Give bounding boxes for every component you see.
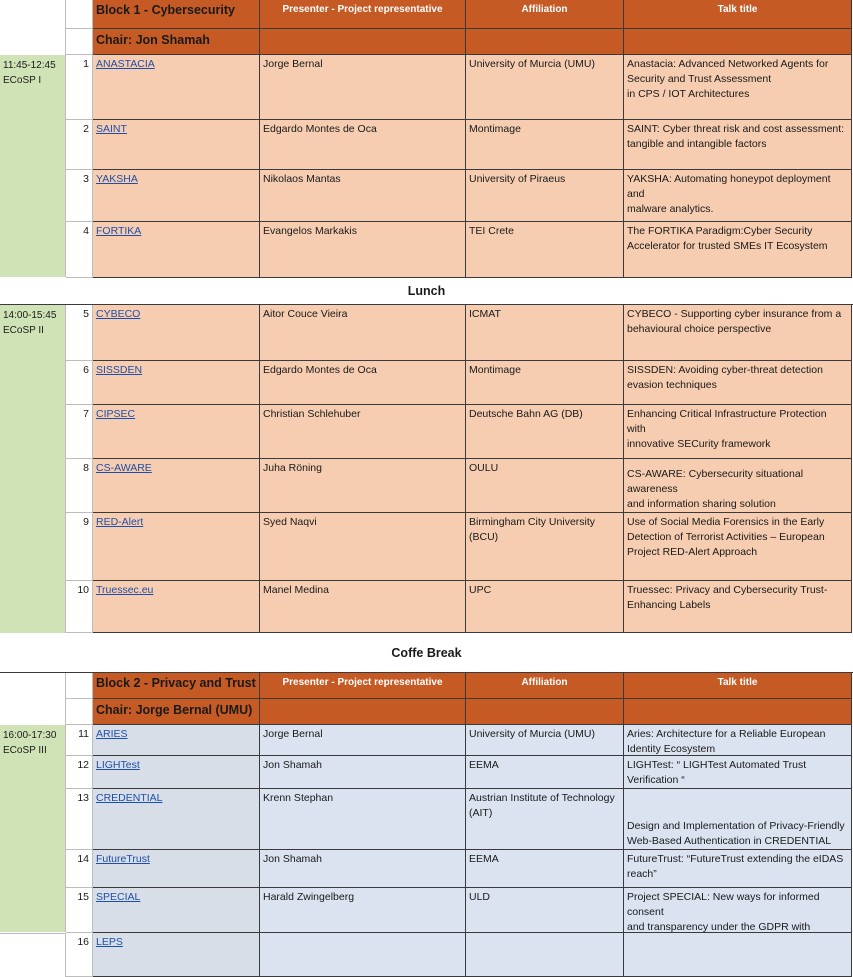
presenter-cell[interactable]: Aitor Couce Vieira [260,305,466,361]
project-cell[interactable] [93,305,260,361]
talk-line: CYBECO - Supporting cyber insurance from a [627,308,842,320]
talk-line: Accelerator for trusted SMEs IT Ecosystem [627,240,828,252]
talk-cell[interactable] [624,361,852,405]
presenter-cell[interactable]: Jon Shamah [260,756,466,789]
project-link[interactable]: SPECIAL [96,891,141,903]
presenter-cell[interactable]: Christian Schlehuber [260,405,466,459]
talk-cell[interactable] [624,459,852,513]
project-cell[interactable] [93,933,260,977]
project-cell[interactable] [93,789,260,850]
project-cell[interactable] [93,850,260,888]
talk-cell[interactable] [624,222,852,278]
presenter-cell[interactable]: Jorge Bernal [260,55,466,120]
session-name: ECoSP II [3,325,44,336]
session-name: ECoSP I [3,75,42,86]
table-row [0,222,853,278]
cell[interactable] [624,699,852,725]
row-number: 6 [66,361,93,405]
project-link[interactable]: CS-AWARE [96,462,152,474]
talk-cell[interactable] [624,120,852,170]
talk-line: and information sharing solution [627,498,776,510]
project-cell[interactable] [93,888,260,933]
block1-header-row [0,0,853,29]
cell[interactable] [66,29,93,55]
row-number: 14 [66,850,93,888]
row-number: 15 [66,888,93,933]
talk-line: Enhancing Labels [627,599,711,611]
affiliation-cell[interactable]: Birmingham City University (BCU) [466,513,624,581]
talk-line: in CPS / IOT Architectures [627,88,750,100]
talk-line: Aries: Architecture for a Reliable European [627,728,826,740]
table-row [0,756,853,789]
talk-cell[interactable] [624,55,852,120]
table-row [0,405,853,459]
affiliation-cell[interactable]: OULU [466,459,624,513]
talk-line: Verification “ [627,774,685,786]
table-row [0,55,853,120]
cell[interactable] [0,29,66,55]
presenter-cell[interactable]: Jorge Bernal [260,725,466,756]
talk-line: Design and Implementation of Privacy-Friendly [627,820,845,832]
project-cell[interactable] [93,756,260,789]
talk-line: Security and Trust Assessment [627,73,772,85]
talk-line: Truessec: Privacy and Cybersecurity Trust- [627,584,828,596]
talk-line: Anastacia: Advanced Networked Agents for [627,58,829,70]
talk-cell[interactable] [624,305,852,361]
presenter-cell[interactable]: Krenn Stephan [260,789,466,850]
talk-line: malware analytics. [627,203,714,215]
project-link[interactable]: ARIES [96,728,128,740]
project-link[interactable]: SISSDEN [96,364,143,376]
affiliation-cell[interactable]: EEMA [466,850,624,888]
talk-cell[interactable] [624,513,852,581]
talk-cell[interactable] [624,170,852,222]
affiliation-cell[interactable] [466,933,624,977]
table-row [0,850,853,888]
talk-line: Project RED-Alert Approach [627,546,758,558]
talk-line: behavioural choice perspective [627,323,772,335]
presenter-cell[interactable]: Manel Medina [260,581,466,633]
project-link[interactable]: Truessec.eu [96,584,154,596]
table-row [0,888,853,933]
affiliation-cell[interactable]: ULD [466,888,624,933]
row-number: 9 [66,513,93,581]
affiliation-cell[interactable]: EEMA [466,756,624,789]
affiliation-cell[interactable]: University of Piraeus [466,170,624,222]
project-cell[interactable] [93,581,260,633]
table-row [0,305,853,361]
affiliation-cell[interactable]: Deutsche Bahn AG (DB) [466,405,624,459]
talk-cell[interactable] [624,756,852,789]
talk-line: The FORTIKA Paradigm:Cyber Security [627,225,813,237]
project-cell[interactable] [93,361,260,405]
project-cell[interactable] [93,405,260,459]
affiliation-cell[interactable] [466,789,624,850]
chair-label[interactable]: Chair: Jon Shamah [93,29,260,55]
table-row [0,361,853,405]
project-link[interactable]: RED-Alert [96,516,144,528]
project-cell[interactable] [93,120,260,170]
talk-cell[interactable] [624,789,852,850]
project-cell[interactable] [93,725,260,756]
talk-line: Detection of Terrorist Activities – European [627,531,825,543]
talk-cell[interactable] [624,888,852,933]
presenter-header[interactable]: Presenter - Project representative [260,673,466,699]
presenter-cell[interactable]: Edgardo Montes de Oca [260,361,466,405]
talk-line: Identity Ecosystem [627,743,716,755]
presenter-cell[interactable]: Edgardo Montes de Oca [260,120,466,170]
talk-line: Web-Based Authentication in CREDENTIAL [627,835,832,847]
row-number: 2 [66,120,93,170]
project-link[interactable]: YAKSHA [96,173,138,185]
affiliation-cell[interactable]: University of Murcia (UMU) [466,725,624,756]
presenter-cell[interactable] [260,933,466,977]
block1-chair-row [0,29,853,55]
project-link[interactable]: CIPSEC [96,408,136,420]
presenter-cell[interactable]: Syed Naqvi [260,513,466,581]
row-number: 12 [66,756,93,789]
chair-label[interactable]: Chair: Jorge Bernal (UMU) [93,699,260,725]
block-title[interactable]: Block 2 - Privacy and Trust [93,673,260,699]
affiliation-line: Austrian Institute of Technology [469,792,615,804]
presenter-cell[interactable]: Jon Shamah [260,850,466,888]
row-number: 8 [66,459,93,513]
cell[interactable] [466,29,624,55]
talk-cell[interactable] [624,850,852,888]
presenter-cell[interactable]: Juha Röning [260,459,466,513]
talk-cell[interactable] [624,405,852,459]
row-number: 1 [66,55,93,120]
row-number: 16 [66,933,93,977]
lunch-break-row[interactable]: Lunch [0,278,853,305]
talk-line: Enhancing Critical Infrastructure Protection with [627,408,827,435]
block2-header-row [0,673,853,699]
talk-cell[interactable] [624,581,852,633]
presenter-header[interactable]: Presenter - Project representative [260,0,466,29]
cell[interactable] [260,29,466,55]
row-number: 4 [66,222,93,278]
session-name: ECoSP III [3,745,47,756]
project-link[interactable]: FutureTrust [96,853,150,865]
talk-cell[interactable] [624,725,852,756]
talk-line: reach” [627,868,657,880]
talk-line: evasion techniques [627,379,717,391]
cell[interactable] [624,29,852,55]
table-row [0,725,853,756]
table-row [0,789,853,850]
presenter-cell[interactable]: Harald Zwingelberg [260,888,466,933]
affiliation-header[interactable]: Affiliation [466,673,624,699]
cell[interactable] [0,699,66,725]
table-row [0,170,853,222]
table-row [0,459,853,513]
row-number: 7 [66,405,93,459]
affiliation-line: (AIT) [469,807,493,819]
talk-line: tangible and intangible factors [627,138,767,150]
project-link[interactable]: FORTIKA [96,225,142,237]
row-number: 10 [66,581,93,633]
coffee-break-row[interactable]: Coffe Break [0,633,853,673]
table-row [0,513,853,581]
table-row [0,933,853,977]
project-cell[interactable] [93,222,260,278]
affiliation-cell[interactable]: University of Murcia (UMU) [466,55,624,120]
cell[interactable] [0,673,66,699]
talk-line: Use of Social Media Forensics in the Early [627,516,825,528]
project-link[interactable]: LIGHTest [96,759,140,771]
session-time: 14:00-15:45 [3,310,57,321]
talk-line: innovative SECurity framework [627,438,771,450]
session-time: 11:45-12:45 [3,60,56,71]
talk-cell[interactable] [624,933,852,977]
row-number: 13 [66,789,93,850]
cell[interactable] [66,673,93,699]
presenter-cell[interactable]: Evangelos Markakis [260,222,466,278]
affiliation-header[interactable]: Affiliation [466,0,624,29]
talk-header[interactable]: Talk title [624,0,852,29]
talk-line: and transparency under the GDPR with [627,921,811,933]
project-link[interactable]: CREDENTIAL [96,792,163,804]
cell[interactable] [66,0,93,29]
row-number: 11 [66,725,93,756]
affiliation-cell[interactable]: Montimage [466,361,624,405]
table-row [0,581,853,633]
talk-line: FutureTrust: “FutureTrust extending the eIDAS [627,853,844,865]
talk-line: LIGHTest: “ LIGHTest Automated Trust [627,759,807,771]
project-link[interactable]: LEPS [96,936,123,948]
project-cell[interactable] [93,513,260,581]
project-link[interactable]: CYBECO [96,308,141,320]
talk-line: YAKSHA: Automating honeypot deployment and [627,173,831,200]
affiliation-cell[interactable]: Montimage [466,120,624,170]
talk-header[interactable]: Talk title [624,673,852,699]
project-cell[interactable] [93,170,260,222]
row-number: 5 [66,305,93,361]
cell[interactable] [260,699,466,725]
row-number: 3 [66,170,93,222]
project-link[interactable]: SAINT [96,123,127,135]
affiliation-cell[interactable]: UPC [466,581,624,633]
session-time: 16:00-17:30 [3,730,57,741]
cell[interactable] [0,933,66,977]
project-cell[interactable] [93,459,260,513]
talk-line: Project SPECIAL: New ways for informed consent [627,891,820,918]
table-row [0,120,853,170]
talk-line: SISSDEN: Avoiding cyber-threat detection [627,364,823,376]
block-title[interactable]: Block 1 - Cybersecurity [93,0,260,29]
talk-line: SAINT: Cyber threat risk and cost assessment: [627,123,845,135]
affiliation-cell[interactable]: ICMAT [466,305,624,361]
project-cell[interactable] [93,55,260,120]
cell[interactable] [66,699,93,725]
block2-chair-row [0,699,853,725]
affiliation-cell[interactable]: TEI Crete [466,222,624,278]
presenter-cell[interactable]: Nikolaos Mantas [260,170,466,222]
talk-line: CS-AWARE: Cybersecurity situational awareness [627,468,804,495]
cell[interactable] [0,0,66,29]
project-link[interactable]: ANASTACIA [96,58,155,70]
cell[interactable] [466,699,624,725]
